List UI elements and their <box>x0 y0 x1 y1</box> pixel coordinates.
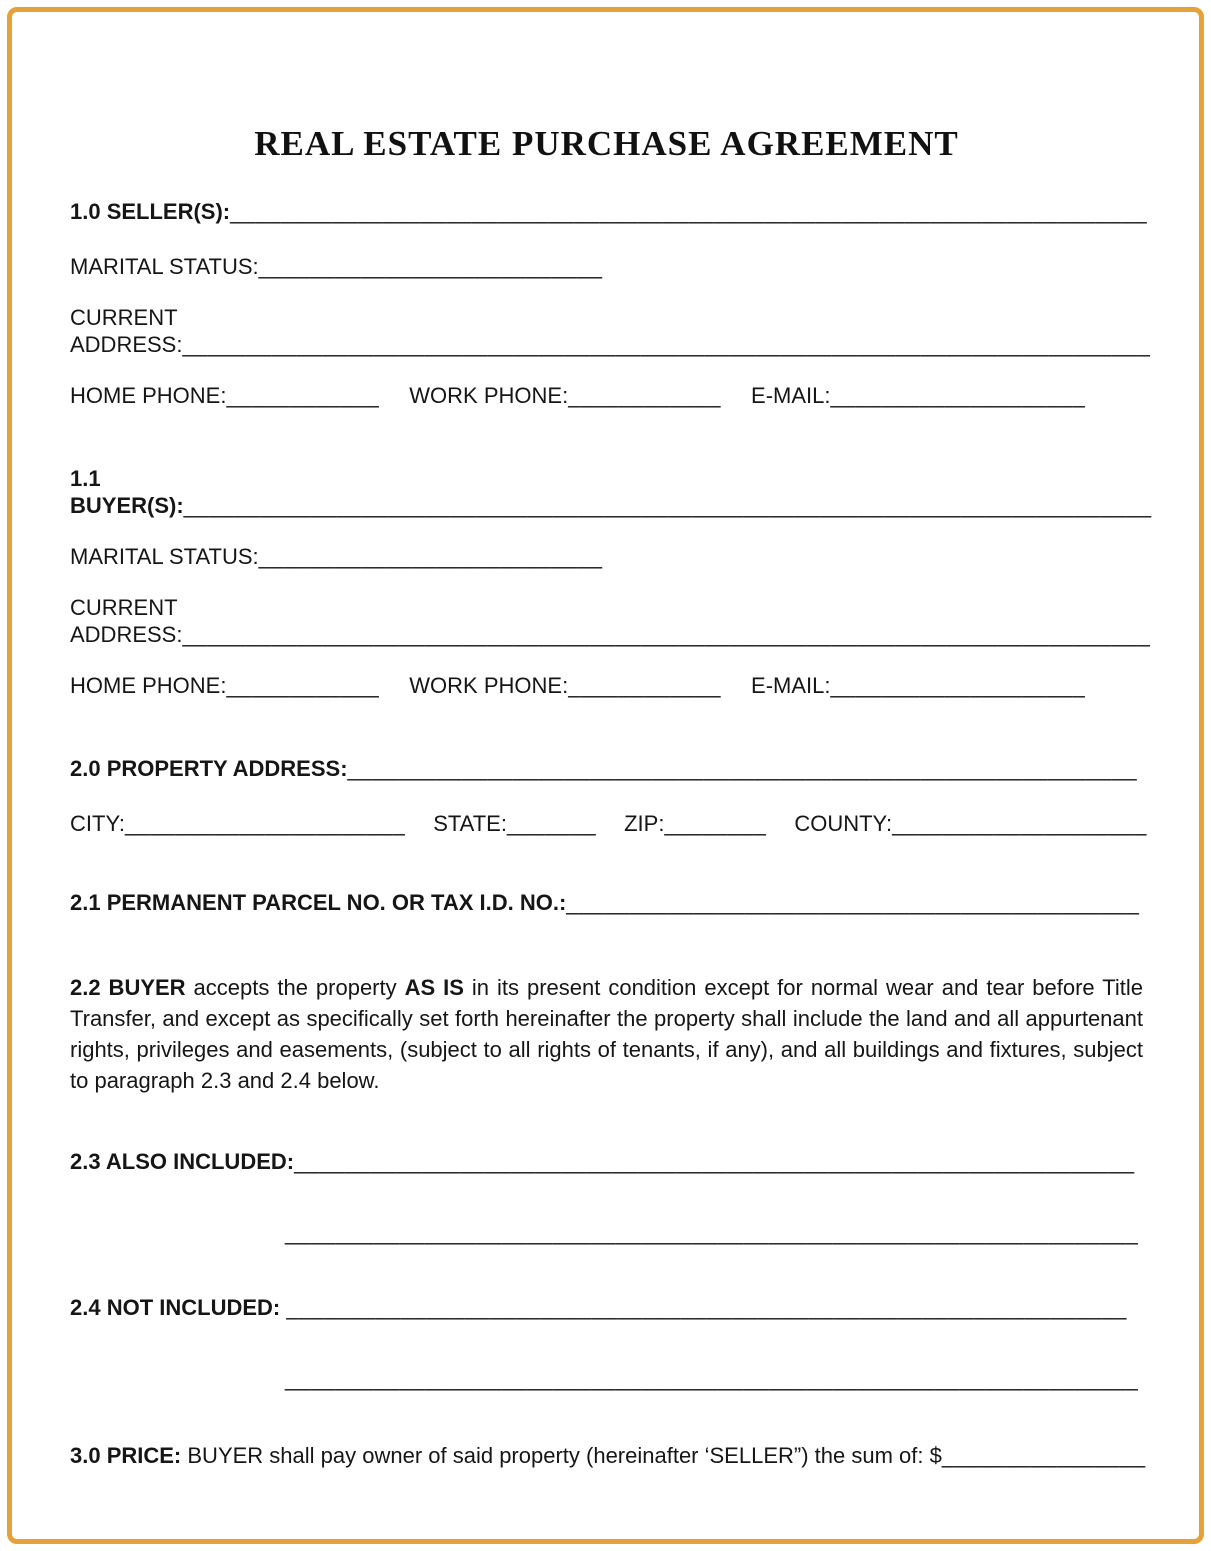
seller-work-phone-blank: ____________ <box>568 383 722 408</box>
buyer-work-phone-label: WORK PHONE: <box>409 673 569 698</box>
seller-address-blank: ____________________________________________________________________________ <box>182 332 1151 357</box>
seller-name-blank: ________________________________________________________________________ <box>230 199 1148 224</box>
parcel-heading-label: 2.1 PERMANENT PARCEL NO. OR TAX I.D. NO.: <box>70 890 567 915</box>
state-blank: _______ <box>506 811 597 836</box>
property-county <box>794 810 1147 837</box>
property-state <box>433 810 596 837</box>
county-label: COUNTY: <box>794 811 893 836</box>
not-included-row <box>70 1294 1143 1321</box>
price-row <box>70 1442 1146 1469</box>
property-city <box>70 810 405 837</box>
seller-email-blank: ____________________ <box>830 383 1086 408</box>
document-title: REAL ESTATE PURCHASE AGREEMENT <box>254 124 959 163</box>
as-is-section-number: 2.2 BUYER <box>70 975 186 1000</box>
price-text: BUYER shall pay owner of said property (hereinafter ‘SELLER”) the sum of: $ <box>181 1443 942 1468</box>
also-included-row <box>70 1148 1143 1175</box>
city-blank: ______________________ <box>125 811 406 836</box>
buyer-name-blank: ____________________________________________________________________________ <box>183 493 1152 518</box>
seller-marital-label: MARITAL STATUS: <box>70 254 259 279</box>
buyer-marital-blank: ___________________________ <box>258 544 603 569</box>
seller-home-phone-label: HOME PHONE: <box>70 383 227 408</box>
seller-address-row <box>70 304 1151 358</box>
document-page <box>12 12 1199 1539</box>
seller-email <box>751 382 1085 409</box>
also-included-label: 2.3 ALSO INCLUDED: <box>70 1149 295 1174</box>
seller-phones-row <box>70 382 1143 409</box>
buyer-email-blank: ____________________ <box>830 673 1086 698</box>
not-included-line2 <box>285 1365 1143 1392</box>
seller-work-phone <box>409 382 721 409</box>
as-is-text-1: accepts the property <box>185 975 405 1000</box>
price-section-number: 3.0 PRICE: <box>70 1443 182 1468</box>
buyer-section-number: 1.1 <box>70 466 101 491</box>
also-included-blank: __________________________________________________________________ <box>294 1149 1135 1174</box>
not-included-blank: __________________________________________________________________ <box>286 1295 1127 1320</box>
zip-blank: ________ <box>664 811 767 836</box>
buyer-marital-label: MARITAL STATUS: <box>70 544 259 569</box>
seller-address-label: ADDRESS: <box>70 332 183 357</box>
buyer-address-row <box>70 594 1151 648</box>
state-label: STATE: <box>433 811 507 836</box>
buyer-address-label: ADDRESS: <box>70 622 183 647</box>
buyer-marital-row <box>70 543 1143 570</box>
buyer-current-word: CURRENT <box>70 595 178 620</box>
buyer-heading-label: BUYER(S): <box>70 493 184 518</box>
seller-home-phone <box>70 382 379 409</box>
seller-current-word: CURRENT <box>70 305 178 330</box>
buyer-heading-row <box>70 465 1152 519</box>
zip-label: ZIP: <box>624 811 665 836</box>
buyer-address-blank: ____________________________________________________________________________ <box>182 622 1151 647</box>
buyer-work-phone-blank: ____________ <box>568 673 722 698</box>
buyer-home-phone-label: HOME PHONE: <box>70 673 227 698</box>
county-blank: ____________________ <box>892 811 1147 836</box>
as-is-paragraph <box>70 972 1143 1096</box>
property-heading-label: 2.0 PROPERTY ADDRESS: <box>70 756 348 781</box>
buyer-phones-row <box>70 672 1143 699</box>
seller-marital-row <box>70 253 1143 280</box>
parcel-blank: _____________________________________________ <box>566 890 1140 915</box>
seller-email-label: E-MAIL: <box>751 383 831 408</box>
not-included-blank-2: ___________________________________________________________________ <box>285 1366 1139 1391</box>
seller-home-phone-blank: ____________ <box>226 383 380 408</box>
property-city-row <box>70 810 1147 837</box>
property-heading-row <box>70 755 1143 782</box>
seller-work-phone-label: WORK PHONE: <box>409 383 569 408</box>
also-included-blank-2: ___________________________________________________________________ <box>285 1220 1139 1245</box>
parcel-row <box>70 889 1143 916</box>
seller-marital-blank: ___________________________ <box>258 254 603 279</box>
as-is-text-2: in its present condition except for normal wear and tear before Title Transfer, and except as specifically set forth hereinafter the property shall include the land and all appurtenant rights, privileges and easements, (subject to all rights of tenants, if any), and all buildings and fixtures, subject to paragraph 2.3 and 2.4 below. <box>70 975 1143 1093</box>
property-zip <box>624 810 766 837</box>
as-is-strong: AS IS <box>404 975 464 1000</box>
buyer-email <box>751 672 1085 699</box>
buyer-work-phone <box>409 672 721 699</box>
buyer-home-phone-blank: ____________ <box>226 673 380 698</box>
seller-heading-row <box>70 198 1148 225</box>
price-blank: ________________ <box>941 1443 1146 1468</box>
also-included-line2 <box>285 1219 1143 1246</box>
property-address-blank: ______________________________________________________________ <box>347 756 1138 781</box>
city-label: CITY: <box>70 811 126 836</box>
seller-heading-label: 1.0 SELLER(S): <box>70 199 231 224</box>
buyer-email-label: E-MAIL: <box>751 673 831 698</box>
not-included-label: 2.4 NOT INCLUDED: <box>70 1295 281 1320</box>
buyer-home-phone <box>70 672 379 699</box>
